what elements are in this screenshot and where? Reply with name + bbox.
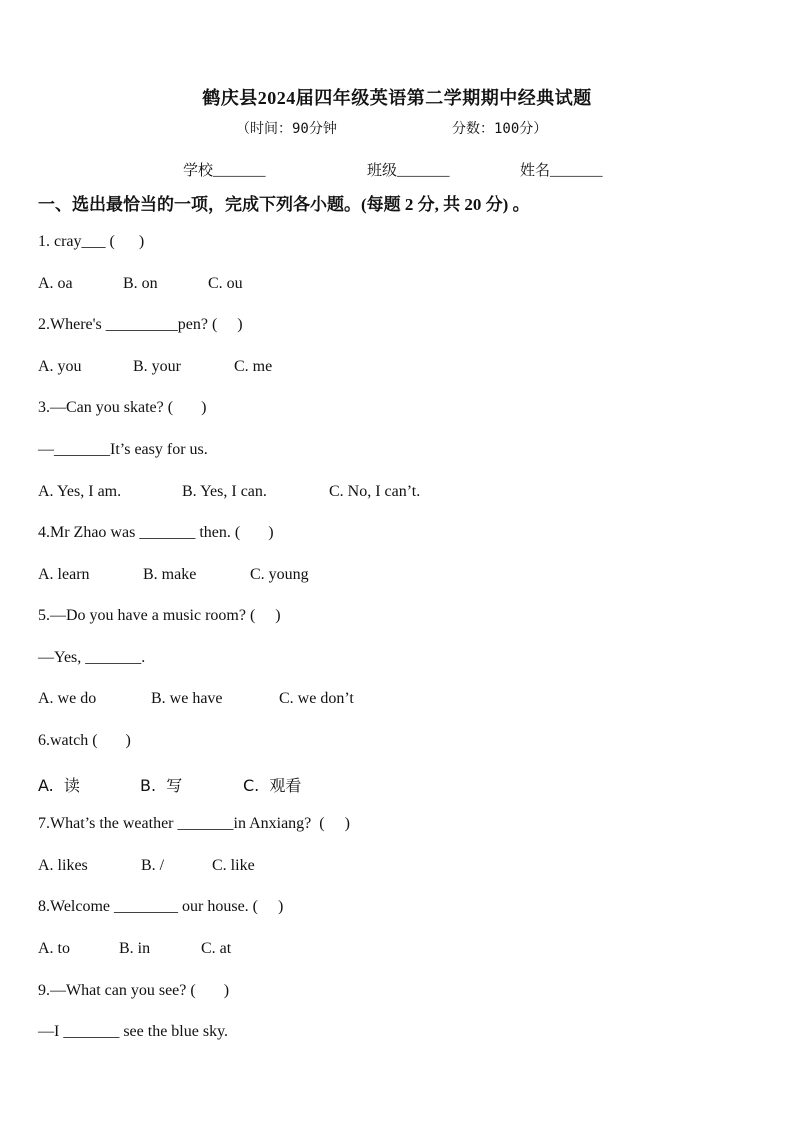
option: C. 观看 [243, 776, 302, 795]
name-field: 姓名_______ [520, 163, 603, 179]
option: C. we don’t [279, 690, 354, 707]
class-field: 班级_______ [367, 163, 450, 179]
option: A. Yes, I am. [38, 483, 122, 500]
question-stem: 4.Mr Zhao was _______ then. ( ) [38, 524, 274, 541]
question-stem: 7.What’s the weather _______in Anxiang? ( ) [38, 815, 350, 832]
question-stem: 6.watch ( ) [38, 732, 131, 749]
question-stem: 9.—What can you see? ( ) [38, 982, 230, 999]
option: C. young [250, 566, 309, 583]
option: C. ou [208, 275, 243, 292]
question-dialog: —Yes, _______. [38, 649, 146, 666]
option: B. make [143, 566, 197, 583]
option: B. Yes, I can. [182, 483, 267, 500]
option: B. / [141, 857, 165, 874]
question-dialog: —_______It’s easy for us. [38, 441, 208, 458]
question-stem: 8.Welcome ________ our house. ( ) [38, 898, 284, 915]
question-stem: 5.—Do you have a music room? ( ) [38, 607, 281, 624]
question-stem: 3.—Can you skate? ( ) [38, 399, 207, 416]
option: B. your [133, 358, 181, 375]
exam-title: 鹤庆县2024届四年级英语第二学期期中经典试题 [202, 88, 592, 108]
option: C. like [212, 857, 255, 874]
option: A. you [38, 358, 82, 375]
option: B. on [123, 275, 158, 292]
section-heading: 一、选出最恰当的一项，完成下列各小题。(每题 2 分, 共 20 分) 。 [38, 195, 530, 214]
option: A. likes [38, 857, 88, 874]
option: C. No, I can’t. [329, 483, 421, 500]
option: A. 读 [38, 776, 80, 795]
school-field: 学校_______ [183, 163, 266, 179]
question-stem: 2.Where's _________pen? ( ) [38, 316, 243, 333]
exam-time: （时间：90分钟 [236, 121, 337, 137]
question-stem: 1. cray___ ( ) [38, 233, 145, 250]
option: A. oa [38, 275, 73, 292]
option: A. we do [38, 690, 97, 707]
option: B. we have [151, 690, 223, 707]
exam-score: 分数：100分） [452, 121, 548, 137]
option: A. learn [38, 566, 90, 583]
option: A. to [38, 940, 70, 957]
option: C. at [201, 940, 232, 957]
option: B. in [119, 940, 151, 957]
option: B. 写 [140, 776, 183, 795]
question-dialog: —I _______ see the blue sky. [38, 1023, 229, 1040]
option: C. me [234, 358, 273, 375]
